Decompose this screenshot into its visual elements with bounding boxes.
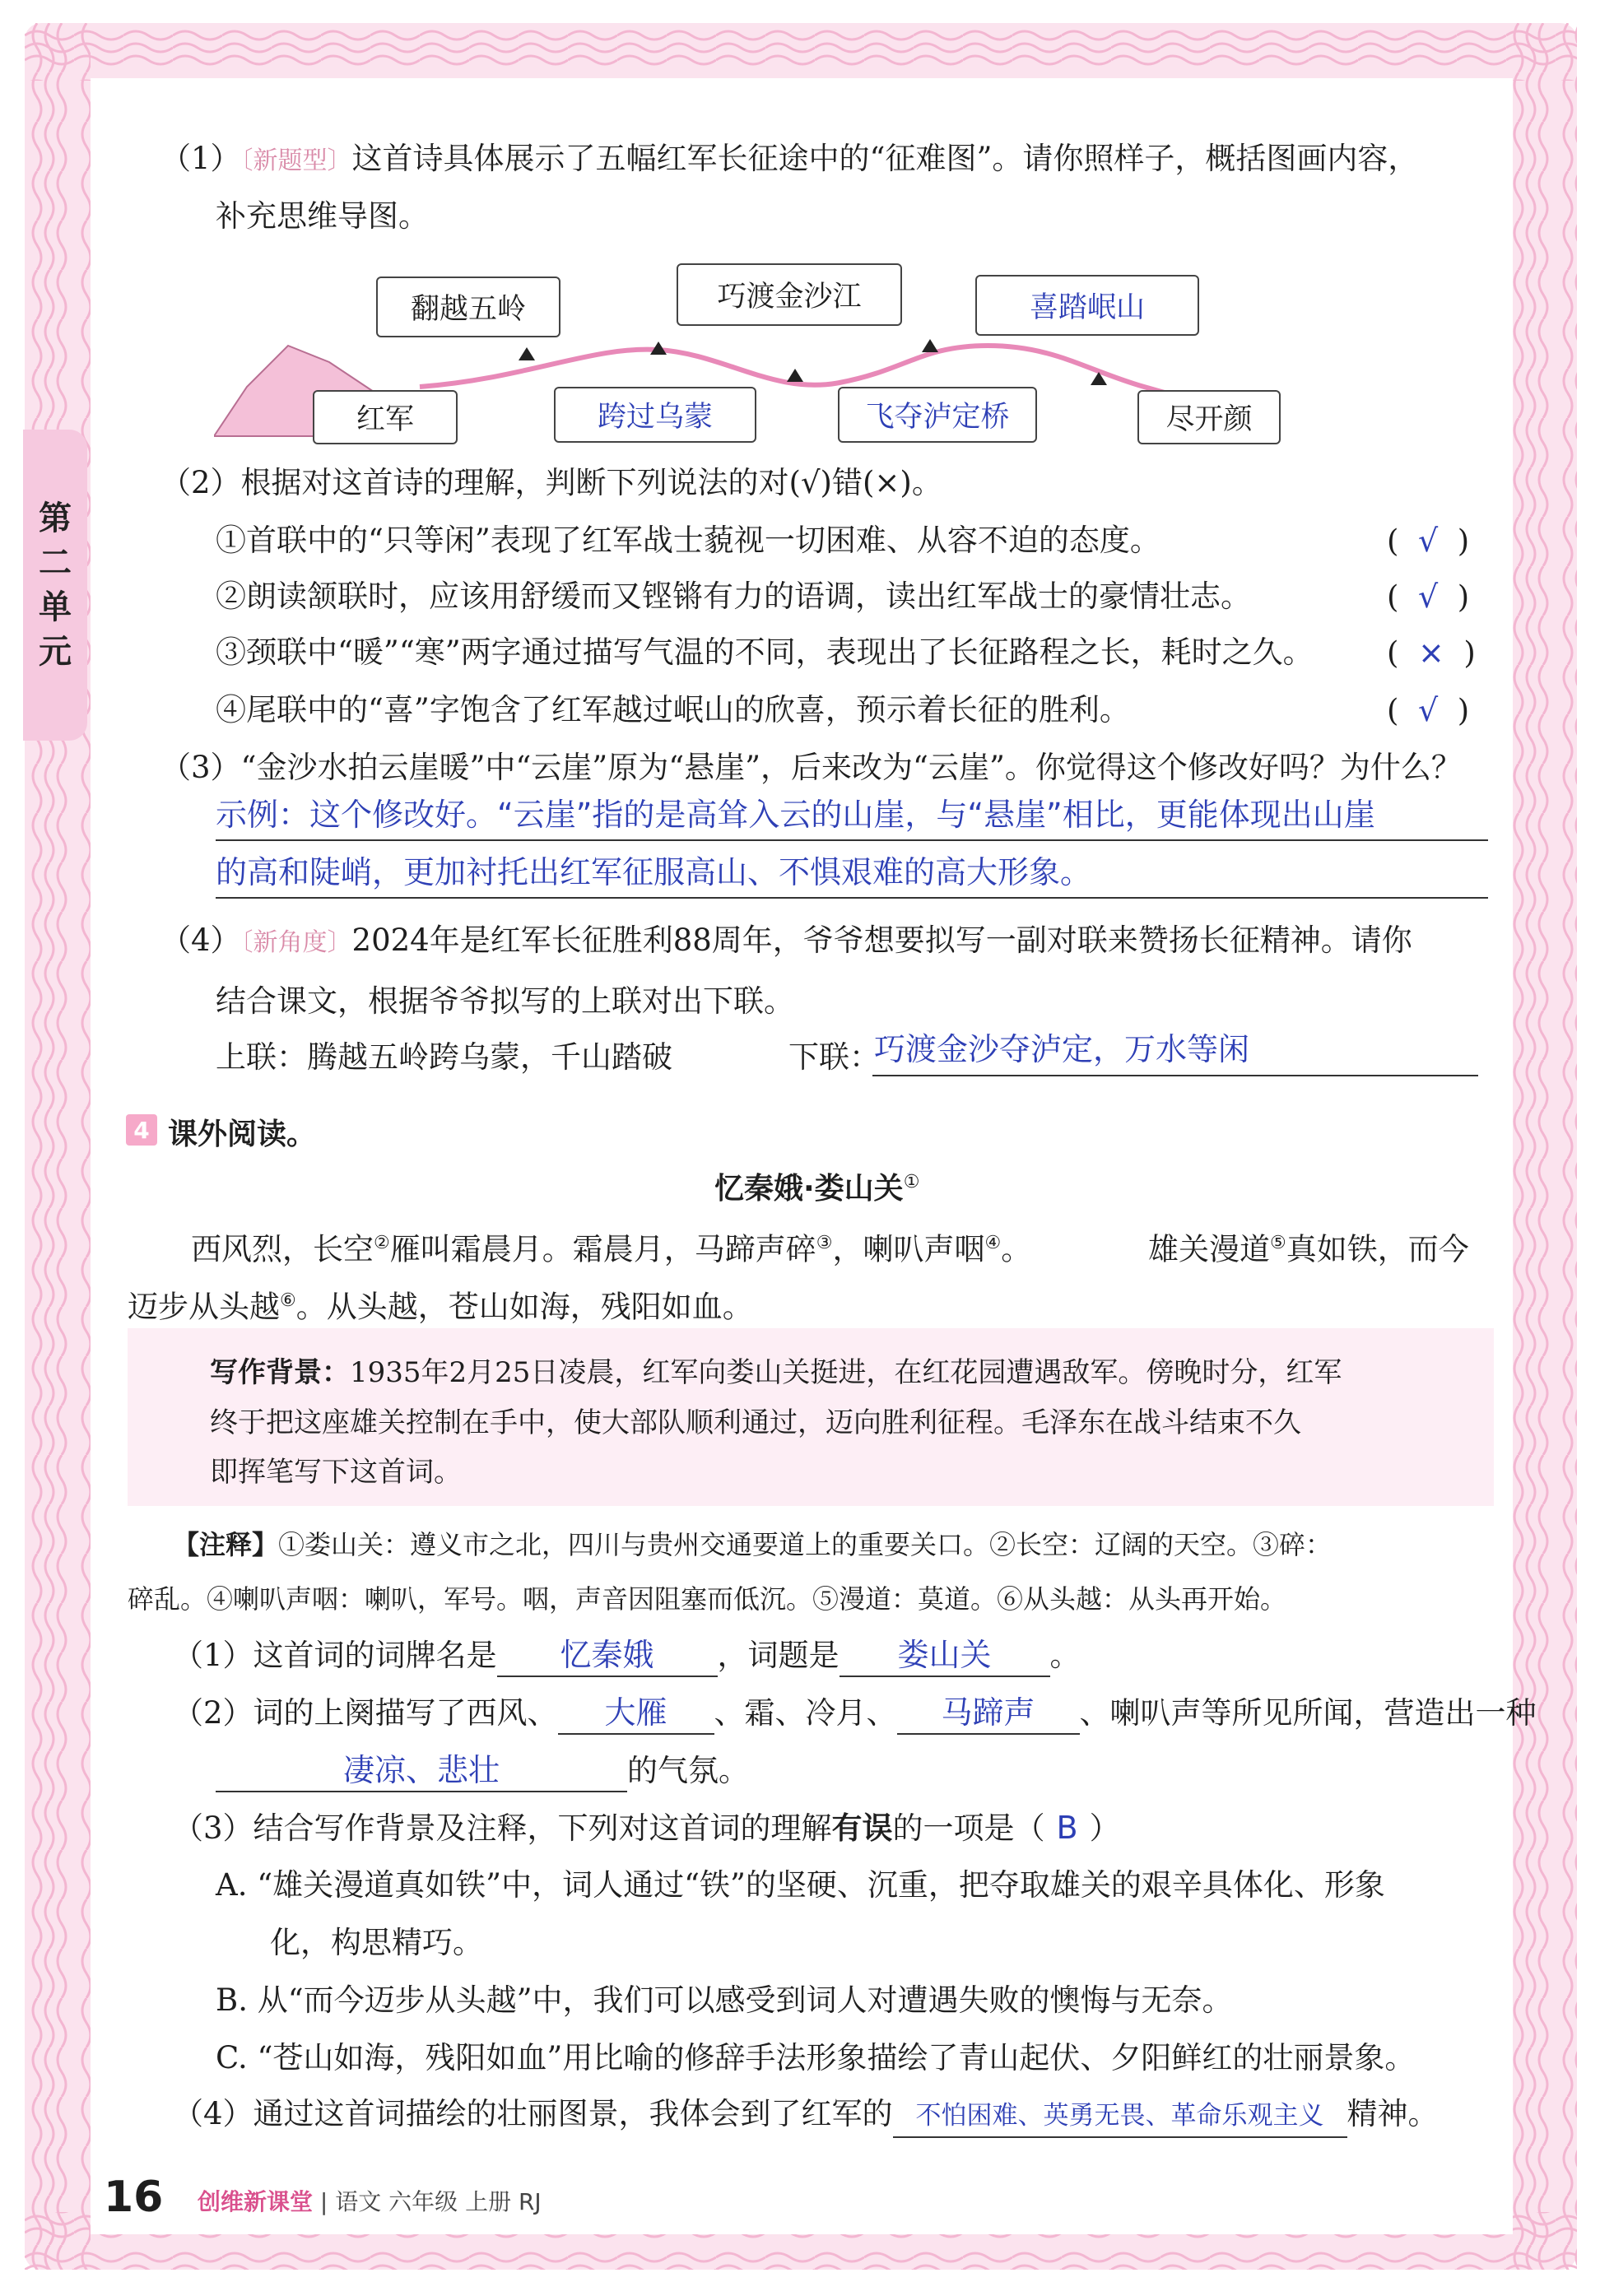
writing-background-line-2: 终于把这座雄关控制在手中，使大部队顺利通过，迈向胜利征程。毛泽东在战斗结束不久 — [210, 1406, 1301, 1439]
poem-text: 。从头越，苍山如海，残阳如血。 — [295, 1289, 753, 1325]
answer-blank: 娄山关 — [840, 1634, 1050, 1677]
answer-line-2: 的高和陡峭，更加衬托出红军征服高山、不惧艰难的高大形象。 — [216, 854, 1092, 890]
question-1 — [160, 138, 1418, 182]
option-c: C. “苍山如海，残阳如血”用比喻的修辞手法形象描绘了青山起伏、夕阳鲜红的壮丽景象。 — [216, 2040, 1416, 2075]
option-b: B. 从“而今迈步从头越”中，我们可以感受到词人对遭遇失败的懊悔与无奈。 — [216, 1982, 1233, 2018]
map-box-bottom-4: 尽开颜 — [1137, 390, 1281, 444]
question-4-line2: 结合课文，根据爷爷拟写的上联对出下联。 — [216, 983, 794, 1019]
question-text: （3）结合写作背景及注释，下列对这首词的理解 — [173, 1810, 832, 1846]
question-text: 的一项是（ — [892, 1810, 1045, 1846]
judgement-answer: √ — [1417, 579, 1439, 615]
side-tab-char: 元 — [39, 633, 72, 671]
judgement-answer-slot: ( √ ) — [1387, 579, 1470, 615]
notes-label: 【注释】 — [173, 1529, 279, 1560]
unit-side-tab — [23, 430, 87, 741]
question-p4 — [173, 2094, 1439, 2138]
map-box-top-3-answer: 喜踏岷山 — [975, 275, 1199, 336]
answer-blank: 大雁 — [558, 1692, 714, 1735]
judgement-answer: √ — [1417, 692, 1439, 728]
question-1-line2: 补充思维导图。 — [216, 198, 429, 234]
map-box-bottom-2-answer: 跨过乌蒙 — [554, 387, 756, 443]
question-p1 — [173, 1634, 1081, 1677]
map-box-top-1: 翻越五岭 — [376, 277, 560, 337]
footnote-mark: ⑤ — [1270, 1233, 1286, 1253]
question-text: 2024年是红军长征胜利88周年，爷爷想要拟写一副对联来赞扬长征精神。请你 — [351, 923, 1412, 958]
answer-blank: 凄凉、悲壮 — [216, 1750, 627, 1792]
question-p2-line2 — [216, 1750, 749, 1792]
poem-text: 西风烈，长空 — [191, 1231, 374, 1267]
option-a-line-2: 化，构思精巧。 — [270, 1925, 483, 1960]
question-text: （4）通过这首词描绘的壮丽图景，我体会到了红军的 — [173, 2096, 893, 2131]
judgement-answer: √ — [1417, 523, 1439, 559]
footnote-mark: ⑥ — [280, 1290, 296, 1311]
judgement-answer-slot: ( √ ) — [1387, 692, 1470, 728]
question-text: 这首诗具体展示了五幅红军长征途中的“征难图”。请你照样子，概括图画内容， — [351, 141, 1419, 176]
judgement-answer: × — [1417, 634, 1444, 671]
poem-text: 迈步从头越 — [128, 1289, 280, 1325]
side-tab-char: 第 — [39, 500, 72, 537]
question-text: 、喇叭声等所见所闻，营造出一种 — [1079, 1695, 1537, 1731]
writing-background-line-1 — [210, 1354, 1342, 1392]
poem-text: 雁叫霜晨月。霜晨月，马蹄声碎 — [389, 1231, 816, 1267]
footer-info — [198, 2184, 542, 2217]
judgement-item: ①首联中的“只等闲”表现了红军战士藐视一切困难、从容不迫的态度。 — [216, 523, 1160, 558]
answer-underline — [216, 897, 1488, 899]
poem-line-2 — [128, 1280, 753, 1327]
question-text: 。 — [1049, 1638, 1081, 1673]
question-text: ，词题是 — [717, 1638, 840, 1673]
notes-line-2: 碎乱。④喇叭声咽：喇叭，军号。咽，声音因阻塞而低沉。⑤漫道：莫道。⑥从头越：从头再开始。 — [128, 1583, 1287, 1615]
poem-text: 。 — [1001, 1231, 1032, 1267]
question-text: （2）词的上阕描写了西风、 — [173, 1695, 558, 1731]
section-title: 课外阅读。 — [168, 1118, 317, 1151]
answer-underline — [216, 839, 1488, 841]
section-number-badge: 4 — [126, 1114, 157, 1146]
background-text: 1935年2月25日凌晨，红军向娄山关挺进，在红花园遭遇敌军。傍晚时分，红军 — [350, 1356, 1342, 1389]
question-text: 、霜、冷月、 — [714, 1695, 897, 1731]
map-box-top-2: 巧渡金沙江 — [677, 263, 902, 326]
poem-title — [714, 1165, 919, 1207]
map-box-bottom-1: 红军 — [313, 390, 458, 444]
footnote-mark: ① — [903, 1172, 920, 1192]
question-text: （1）这首词的词牌名是 — [173, 1638, 497, 1673]
lower-couplet-answer: 巧渡金沙夺泸定，万水等闲 — [874, 1031, 1250, 1067]
question-text: ） — [1089, 1810, 1120, 1846]
footnote-mark: ② — [374, 1233, 390, 1253]
background-label: 写作背景： — [210, 1356, 350, 1389]
lower-couplet-label: 下联： — [788, 1039, 880, 1075]
judgement-item: ③颈联中“暖”“寒”两字通过描写气温的不同，表现出了长征路程之长，耗时之久。 — [216, 634, 1314, 670]
question-number: （4） — [160, 923, 241, 958]
upper-couplet: 上联：腾越五岭跨乌蒙，千山踏破 — [216, 1039, 672, 1075]
choice-answer: B — [1056, 1810, 1078, 1846]
poem-text: ，喇叭声咽 — [832, 1231, 985, 1267]
map-box-bottom-3-answer: 飞夺泸定桥 — [838, 387, 1037, 443]
side-tab-char: 单 — [39, 588, 72, 626]
question-text: 的气氛。 — [627, 1753, 749, 1788]
answer-blank: 马蹄声 — [897, 1692, 1080, 1735]
question-4 — [160, 920, 1412, 964]
footer-separator: | — [319, 2188, 328, 2215]
new-angle-tag: 〔新角度〕 — [240, 928, 352, 957]
question-text: 精神。 — [1347, 2096, 1439, 2131]
poem-text: 真如铁，而今 — [1286, 1231, 1469, 1267]
book-info: 语文 六年级 上册 RJ — [335, 2188, 542, 2215]
judgement-item: ④尾联中的“喜”字饱含了红军越过岷山的欣喜，预示着长征的胜利。 — [216, 692, 1130, 727]
question-number: （1） — [160, 141, 241, 176]
answer-underline — [872, 1075, 1478, 1076]
side-tab-char: 二 — [39, 544, 72, 582]
notes-text: ①娄山关：遵义市之北，四川与贵州交通要道上的重要关口。②长空：辽阔的天空。③碎： — [278, 1529, 1333, 1560]
page-number: 16 — [104, 2173, 164, 2222]
answer-blank: 忆秦娥 — [497, 1634, 718, 1677]
question-p2 — [173, 1692, 1537, 1735]
question-p3 — [173, 1807, 1120, 1849]
question-2-intro: （2）根据对这首诗的理解，判断下列说法的对(√)错(×)。 — [160, 465, 942, 500]
new-type-tag: 〔新题型〕 — [240, 146, 352, 175]
brand-name: 创维新课堂 — [198, 2188, 314, 2215]
notes-line-1 — [173, 1524, 1332, 1565]
judgement-answer-slot: ( × ) — [1387, 634, 1476, 671]
footnote-mark: ③ — [816, 1233, 833, 1253]
poem-line-1-right — [1148, 1223, 1469, 1270]
footnote-mark: ④ — [984, 1233, 1002, 1253]
poem-text: 雄关漫道 — [1148, 1231, 1270, 1267]
judgement-item: ②朗读颔联时，应该用舒缓而又铿锵有力的语调，读出红军战士的豪情壮志。 — [216, 579, 1251, 614]
answer-blank: 不怕困难、英勇无畏、革命乐观主义 — [893, 2095, 1347, 2138]
emphasis-text: 有误 — [831, 1810, 893, 1846]
judgement-answer-slot: ( √ ) — [1387, 523, 1470, 559]
option-a-line-1: A. “雄关漫道真如铁”中，词人通过“铁”的坚硬、沉重，把夺取雄关的艰辛具体化、形象 — [216, 1867, 1385, 1903]
answer-line-1: 示例：这个修改好。“云崖”指的是高耸入云的山崖，与“悬崖”相比，更能体现出山崖 — [216, 797, 1375, 833]
poem-line-1 — [191, 1223, 1031, 1270]
poem-title-text: 忆秦娥·娄山关 — [714, 1172, 904, 1206]
writing-background-line-3: 即挥笔写下这首词。 — [210, 1456, 462, 1489]
question-3: （3）“金沙水拍云崖暖”中“云崖”原为“悬崖”，后来改为“云崖”。你觉得这个修改好吗？为什么？ — [160, 750, 1462, 785]
